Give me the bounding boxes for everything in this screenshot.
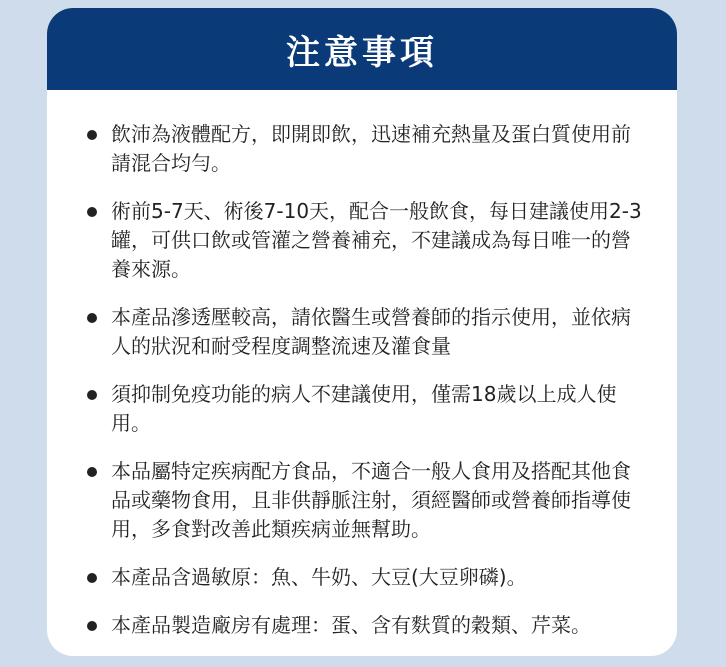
bullet-icon	[87, 621, 97, 631]
note-item	[87, 380, 647, 438]
bullet-icon	[87, 573, 97, 583]
note-text: 本產品製造廠房有處理：蛋、含有麩質的穀類、芹菜。	[111, 613, 591, 637]
note-item	[87, 197, 647, 284]
note-item	[87, 611, 647, 640]
note-text: 本品屬特定疾病配方食品，不適合一般人食用及搭配其他食品或藥物食用，且非供靜脈注射，須經醫師或營養師指導使用，多食對改善此類疾病並無幫助。	[111, 459, 631, 541]
bullet-icon	[87, 390, 97, 400]
bullet-icon	[87, 313, 97, 323]
note-text: 本產品含過敏原：魚、牛奶、大豆(大豆卵磷)。	[111, 565, 527, 589]
notes-list	[47, 90, 677, 640]
note-text: 本產品滲透壓較高，請依醫生或營養師的指示使用，並依病人的狀況和耐受程度調整流速及灌食量	[111, 305, 631, 358]
bullet-icon	[87, 467, 97, 477]
note-item	[87, 457, 647, 544]
note-item	[87, 303, 647, 361]
bullet-icon	[87, 130, 97, 140]
note-item	[87, 120, 647, 178]
notice-header	[47, 8, 677, 90]
note-text: 術前5-7天、術後7-10天，配合一般飲食，每日建議使用2-3罐，可供口飲或管灌之營養補充，不建議成為每日唯一的營養來源。	[111, 199, 642, 281]
notice-card	[47, 8, 677, 656]
note-text: 飲沛為液體配方，即開即飲，迅速補充熱量及蛋白質使用前請混合均勻。	[111, 122, 631, 175]
bullet-icon	[87, 207, 97, 217]
note-text: 須抑制免疫功能的病人不建議使用，僅需18歲以上成人使用。	[111, 382, 617, 435]
notice-title: 注意事項	[286, 32, 438, 73]
note-item	[87, 563, 647, 592]
